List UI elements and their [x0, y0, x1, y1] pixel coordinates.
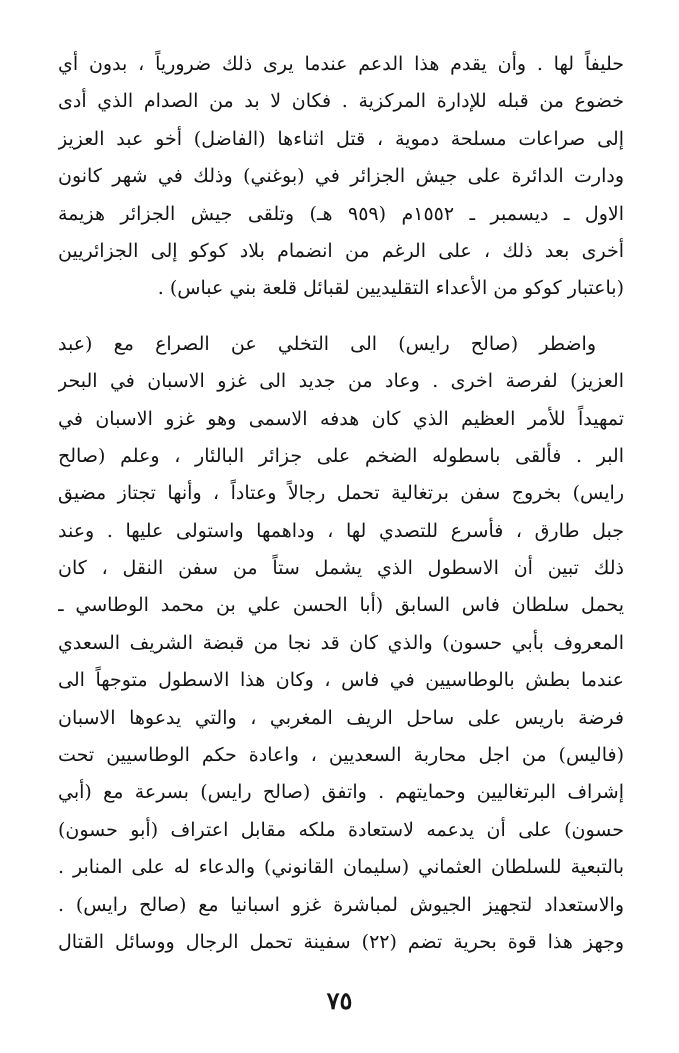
text-line: الاول ـ ديسمبر ـ ١٥٥٢م (٩٥٩ هـ) وتلقى جيش الجزائر هزيمة: [58, 202, 624, 225]
text-line: حليفاً لها . وأن يقدم هذا الدعم عندما يرى ذلك ضرورياً ، بدون أي: [58, 53, 624, 75]
text-line: جبل طارق ، فأسرع للتصدي لها ، وداهمها واستولى عليها . وعند: [58, 519, 624, 542]
text-line: (فاليس) من اجل محاربة السعديين ، واعادة حكم الوطاسيين تحت: [58, 744, 624, 767]
text-line: رايس) بخروج سفن برتغالية تحمل رجالاً وعتاداً ، وأنها تجتاز مضيق: [58, 482, 624, 505]
text-line: يحمل سلطان فاس السابق (أبا الحسن علي بن محمد الوطاسي ـ: [58, 594, 624, 617]
page-number: ٧٥: [326, 986, 353, 1015]
text-line: البر . فألقى باسطوله الضخم على جزائر البالئار ، وعلم (صالح: [58, 444, 624, 467]
text-line: بالتبعية للسلطان العثماني (سليمان القانوني) والدعاء له على المنابر .: [58, 856, 624, 879]
text-line: خضوع من قبله للإدارة المركزية . فكان لا بد من الصدام الذي أدى: [58, 90, 624, 113]
text-line: واضطر (صالح رايس) الى التخلي عن الصراع مع (عبد: [58, 332, 596, 355]
text-line: عندما بطش بالوطاسيين في فاس ، وكان هذا الاسطول متوجهاً الى: [58, 669, 624, 692]
text-line: العزيز) لفرصة اخرى . وعاد من جديد الى غزو الاسبان في البحر: [58, 370, 624, 393]
text-line: ودارت الدائرة على جيش الجزائر في (بوغني) وذلك في شهر كانون: [58, 165, 624, 188]
text-line: والاستعداد لتجهيز الجيوش لمباشرة غزو اسبانيا مع (صالح رايس) .: [58, 893, 624, 916]
text-line: إلى صراعات مسلحة دموية ، قتل اثناءها (الفاضل) أخو عبد العزيز: [58, 127, 624, 150]
text-line: تمهيداً للأمر العظيم الذي كان هدفه الاسمى وهو غزو الاسبان في: [58, 407, 624, 430]
body-text: [58, 46, 624, 961]
text-line: حسون) على أن يدعمه لاستعادة ملكه مقابل اعتراف (أبو حسون): [58, 818, 624, 841]
text-line: أخرى بعد ذلك ، على الرغم من انضمام بلاد كوكو إلى الجزائريين: [58, 239, 624, 262]
text-line: (باعتبار كوكو من الأعداء التقليديين لقبائل قلعة بني عباس) .: [157, 277, 624, 300]
text-line: وجهز هذا قوة بحرية تضم (٢٢) سفينة تحمل الرجال ووسائل القتال: [58, 930, 624, 953]
text-line: ذلك تبين أن الاسطول الذي يشمل ستاً من سفن النقل ، كان: [58, 557, 624, 580]
text-line: فرضة باريس على ساحل الريف المغربي ، والتي يدعوها الاسبان: [58, 706, 624, 729]
paragraph: [58, 46, 624, 308]
text-line: المعروف بأبي حسون) والذي كان قد نجا من قبضة الشريف السعدي: [58, 631, 624, 654]
paragraph: [58, 326, 624, 962]
text-line: إشراف البرتغاليين وحمايتهم . واتفق (صالح رايس) بسرعة مع (أبي: [58, 781, 624, 804]
